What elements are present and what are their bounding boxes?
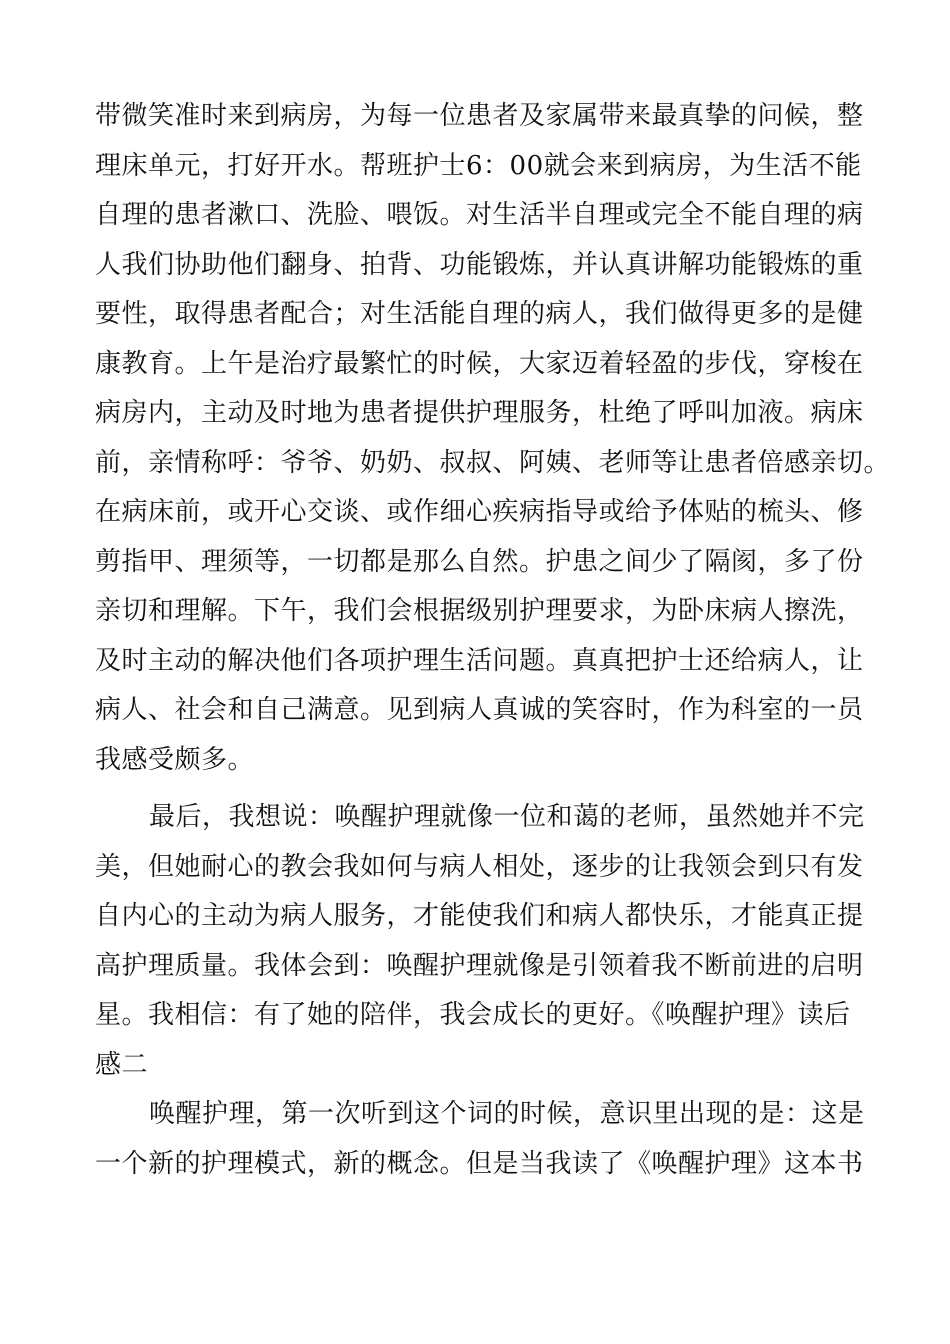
text-line: 自内心的主动为病人服务，才能使我们和病人都快乐，才能真正提 — [95, 901, 864, 931]
text-line: 自理的患者漱口、洗脸、喂饭。对生活半自理或完全不能自理的病 — [95, 200, 864, 230]
text-line: 剪指甲、理须等，一切都是那么自然。护患之间少了隔阂，多了份 — [95, 546, 864, 577]
text-line: 感二 — [95, 1049, 149, 1080]
text-line: 最后，我想说：唤醒护理就像一位和蔼的老师，虽然她并不完 — [149, 802, 865, 832]
text-line: 高护理质量。我体会到：唤醒护理就像是引领着我不断前进的启明 — [95, 950, 864, 981]
text-line: 病人、社会和自己满意。见到病人真诚的笑容时，作为科室的一员 — [95, 695, 864, 725]
text-line: 及时主动的解决他们各项护理生活问题。真真把护士还给病人，让 — [95, 645, 864, 676]
text-line: 一个新的护理模式，新的概念。但是当我读了《唤醒护理》这本书 — [95, 1148, 864, 1179]
paragraph-continued — [95, 92, 891, 785]
text-line: 星。我相信：有了她的陪伴，我会成长的更好。《唤醒护理》读后 — [95, 1000, 851, 1030]
text-line: 亲切和理解。下午，我们会根据级别护理要求，为卧床病人擦洗， — [95, 596, 864, 626]
text-line: 康教育。上午是治疗最繁忙的时候，大家迈着轻盈的步伐，穿梭在 — [95, 348, 864, 379]
text-line: 前，亲情称呼：爷爷、奶奶、叔叔、阿姨、老师等让患者倍感亲切。 — [95, 447, 891, 478]
text-line: 唤醒护理，第一次听到这个词的时候，意识里出现的是：这是 — [149, 1099, 865, 1129]
paragraph-essay-two — [95, 1090, 865, 1189]
text-line: 理床单元，打好开水。帮班护士6：00就会来到病房，为生活不能 — [95, 150, 862, 181]
text-line: 病房内，主动及时地为患者提供护理服务，杜绝了呼叫加液。病床 — [95, 398, 864, 428]
text-line: 要性，取得患者配合；对生活能自理的病人，我们做得更多的是健 — [95, 299, 864, 329]
text-line: 我感受颇多。 — [95, 744, 255, 775]
text-line: 在病床前，或开心交谈、或作细心疾病指导或给予体贴的梳头、修 — [95, 497, 864, 527]
text-line: 美，但她耐心的教会我如何与病人相处，逐步的让我领会到只有发 — [95, 851, 864, 882]
text-line: 带微笑准时来到病房，为每一位患者及家属带来最真挚的问候，整 — [95, 101, 864, 131]
paragraph-conclusion — [95, 793, 865, 1090]
text-line: 人我们协助他们翻身、拍背、功能锻炼，并认真讲解功能锻炼的重 — [95, 249, 864, 280]
